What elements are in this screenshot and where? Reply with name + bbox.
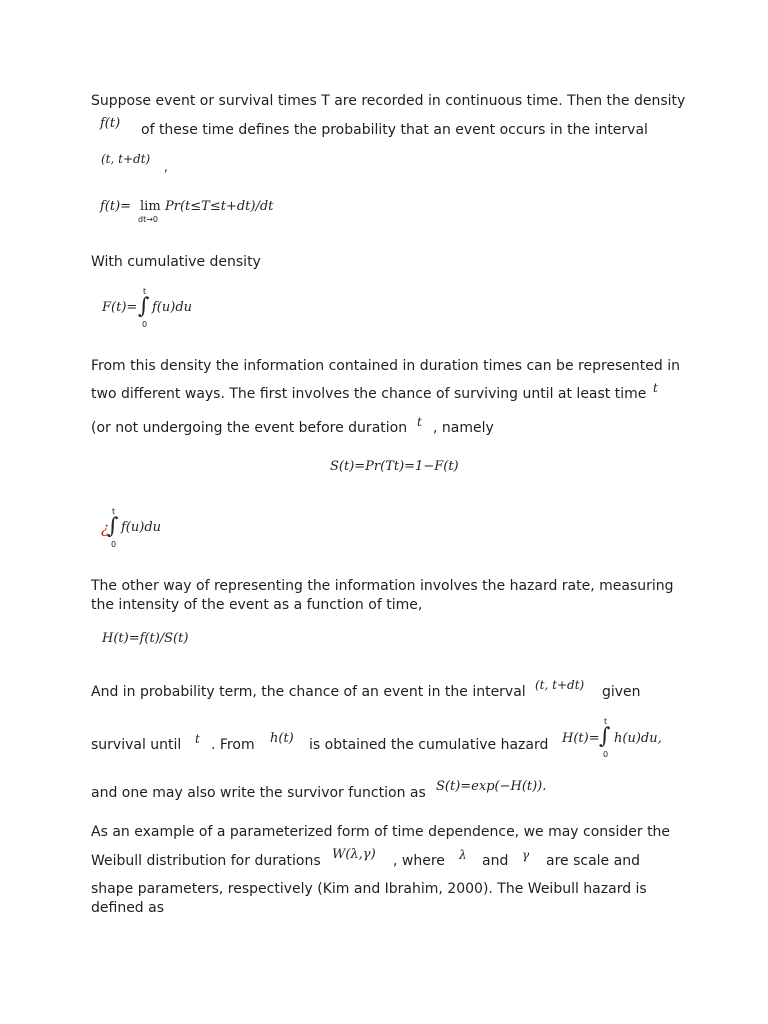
- paragraph-line: of these time defines the probability that an event occurs in the interval: [141, 122, 648, 138]
- equation-body: f(u)du: [121, 520, 162, 535]
- equation-lhs: H(t)=: [562, 731, 600, 746]
- paragraph-line: and: [482, 853, 509, 869]
- math-inline: t: [417, 415, 422, 429]
- math-inline: t: [653, 381, 658, 395]
- integral-sign: ∫: [138, 294, 150, 319]
- math-inline: λ: [459, 848, 467, 862]
- equation-inline: S(t)=exp(−H(t)).: [436, 779, 547, 794]
- integral-lower: 0: [603, 750, 609, 759]
- paragraph-line: And in probability term, the chance of an event in the interval: [91, 684, 526, 700]
- equation-lim-sub: dt→0: [138, 215, 159, 224]
- equation: H(t)=f(t)/S(t): [102, 631, 189, 646]
- integral-upper: t: [143, 287, 147, 296]
- math-inline: t: [195, 732, 200, 746]
- equation-lhs: F(t)=: [102, 300, 138, 315]
- paragraph-line: and one may also write the survivor function as: [91, 785, 426, 801]
- paragraph-line: survival until: [91, 737, 182, 753]
- paragraph-line: are scale and: [546, 853, 640, 869]
- integral-lower: 0: [111, 540, 117, 549]
- math-inline: (t, t+dt): [101, 152, 151, 166]
- paragraph-line: is obtained the cumulative hazard: [309, 737, 549, 753]
- math-inline: W(λ,γ): [332, 847, 376, 862]
- paragraph-line: With cumulative density: [91, 254, 261, 270]
- equation-lim: lim: [140, 199, 161, 214]
- paragraph-line: As an example of a parameterized form of time dependence, we may consider the: [91, 824, 671, 840]
- math-inline: (t, t+dt): [535, 678, 585, 692]
- equation-prefix: ¿: [101, 519, 110, 537]
- paragraph-line: shape parameters, respectively (Kim and Ibrahim, 2000). The Weibull hazard is: [91, 881, 647, 897]
- paragraph-line: the intensity of the event as a function of time,: [91, 597, 423, 613]
- math-inline: γ: [522, 848, 530, 862]
- paragraph-line: , namely: [433, 420, 494, 436]
- paragraph-line: The other way of representing the information involves the hazard rate, measuring: [91, 578, 674, 594]
- paragraph-line: . From: [211, 737, 255, 753]
- equation-lhs: f(t)=: [100, 199, 132, 214]
- math-inline: f(t): [100, 116, 121, 131]
- paragraph-line: (or not undergoing the event before duration: [91, 420, 408, 436]
- integral-lower: 0: [142, 320, 148, 329]
- paragraph-line: Weibull distribution for durations: [91, 853, 321, 869]
- paragraph-line: defined as: [91, 900, 165, 916]
- integral-upper: t: [112, 507, 116, 516]
- paragraph-line: given: [602, 684, 641, 700]
- paragraph-line: two different ways. The first involves the chance of surviving until at least time: [91, 386, 647, 402]
- paragraph-line: , where: [393, 853, 445, 869]
- paragraph-line: From this density the information contained in duration times can be represented in: [91, 358, 680, 374]
- integral-upper: t: [604, 717, 608, 726]
- integral-sign: ∫: [107, 514, 119, 539]
- equation-centered: S(t)=Pr(Tt)=1−F(t): [330, 459, 459, 474]
- math-inline: h(t): [270, 731, 294, 746]
- equation-body: h(u)du,: [614, 731, 662, 746]
- integral-sign: ∫: [599, 724, 611, 749]
- equation-body: f(u)du: [152, 300, 193, 315]
- paragraph-line: Suppose event or survival times T are recorded in continuous time. Then the density: [91, 93, 686, 109]
- equation-rhs: Pr(t≤T≤t+dt)/dt: [165, 199, 274, 214]
- punctuation: ,: [164, 160, 168, 174]
